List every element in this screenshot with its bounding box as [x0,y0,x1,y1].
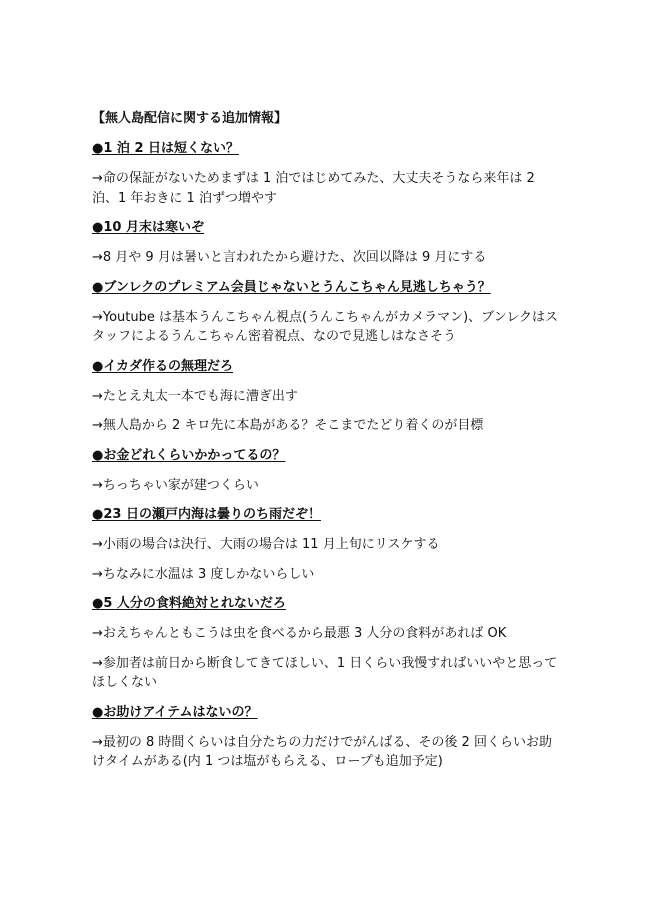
answer-text: →最初の 8 時間くらいは自分たちの力だけでがんばる、その後 2 回くらいお助けタイムがある(内 1 つは塩がもらえる、ロープも追加予定) [92,734,552,769]
answer-text: →参加者は前日から断食してきてほしい、1 日くらい我慢すればいいやと思ってほしくない [92,655,558,690]
answer-text: →おえちゃんともこうは虫を食べるから最悪 3 人分の食料があれば OK [92,626,507,641]
faq-section-3 [92,279,562,347]
answer-text: →ちっちゃい家が建つくらい [92,477,259,493]
question-heading: ●5 人分の食料絶対とれないだろ [92,596,286,611]
answer-text: →8 月や 9 月は暑いと言われたから避けた、次回以降は 9 月にする [92,250,487,265]
question-heading: ●10 月末は寒いぞ [92,220,204,235]
faq-section-5 [92,447,562,496]
question-heading: ●23 日の瀬戸内海は曇りのち雨だぞ！ [92,507,321,522]
question-heading: ●1 泊 2 日は短くない？ [92,141,240,156]
answer-text: →ちなみに水温は 3 度しかないらしい [92,566,315,582]
question-heading: ●ブンレクのプレミアム会員じゃないとうんこちゃん見逃しちゃう？ [92,279,491,295]
answer-text: →Youtube は基本うんこちゃん視点(うんこちゃんがカメラマン)、ブンレクはスタッフによるうんこちゃん密着視点、なので見逃しはなさそう [92,309,559,344]
document-title: 【無人島配信に関する追加情報】 [92,111,288,126]
question-heading: ●お金どれくらいかかってるの？ [92,447,286,463]
document-page [92,110,562,783]
answer-text: →無人島から 2 キロ先に本島がある？そこまでたどり着くのが目標 [92,418,484,433]
faq-section-8 [92,704,562,772]
answer-text: →たとえ丸太一本でも海に漕ぎ出す [92,388,298,404]
answer-text: →命の保証がないためまずは 1 泊ではじめてみた、大丈夫そうなら来年は 2 泊、1 年おきに 1 泊ずつ増やす [92,171,535,206]
faq-section-7 [92,595,562,693]
question-heading: ●お助けアイテムはないの？ [92,704,258,720]
faq-section-1 [92,140,562,208]
faq-section-4 [92,358,562,436]
faq-section-6 [92,506,562,584]
answer-text: →小雨の場合は決行、大雨の場合は 11 月上旬にリスケする [92,537,440,552]
question-heading: ●イカダ作るの無理だろ [92,358,233,374]
faq-section-2 [92,219,562,268]
